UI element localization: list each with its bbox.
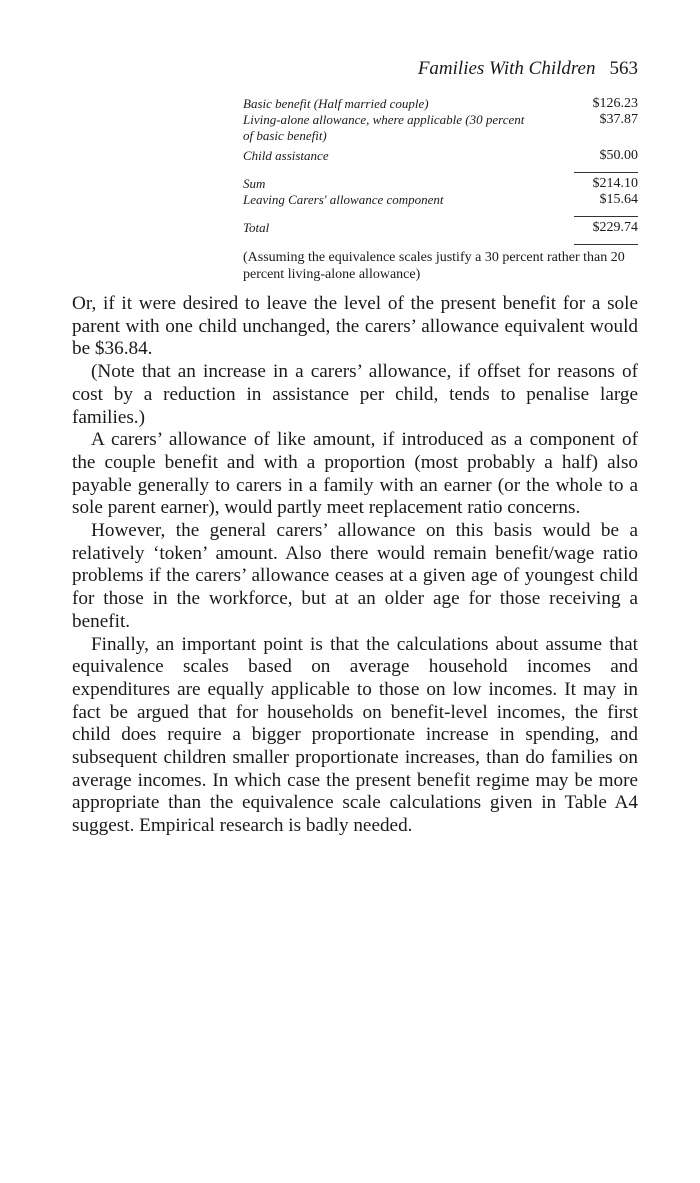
table-note: (Assuming the equivalence scales justify a 30 percent rather than 20 percent living-alone allowance) — [243, 250, 625, 282]
sum-rule — [243, 172, 638, 173]
benefit-table — [243, 96, 638, 283]
book-page — [72, 58, 638, 838]
body-text — [72, 293, 638, 838]
row-label: Total — [243, 220, 270, 235]
paragraph: Or, if it were desired to leave the level of the present benefit for a sole parent with one child unchanged, the carers’ allowance equivalent would be $36.84. — [72, 293, 638, 360]
paragraph: However, the general carers’ allowance on this basis would be a relatively ‘token’ amount. Also there would remain benefit/wage ratio problems if the carers’ allowance ceases at a given age of youngest child for those in the workforce, but at an older age for those receiving a benefit. — [72, 520, 638, 632]
paragraph: Finally, an important point is that the calculations about assume that equivalence scales based on average household incomes and expenditures are equally applicable to those on low incomes. It may in fact be argued that for households on benefit-level incomes, the first child does require a bigger proportionate increase in spending, and subsequent children smaller proportionate increases, than do families on average incomes. In which case the present benefit regime may be more appropriate than the equivalence scale calculations given in Table A4 suggest. Empirical research is badly needed. — [72, 633, 638, 837]
row-amount: $37.87 — [599, 112, 638, 127]
row-label: Basic benefit (Half married couple) — [243, 96, 429, 111]
table-row — [243, 112, 638, 144]
closing-rule — [243, 244, 638, 245]
row-amount: $50.00 — [599, 148, 638, 163]
row-label: Child assistance — [243, 148, 329, 163]
row-label: Leaving Carers' allowance component — [243, 192, 444, 207]
row-amount: $15.64 — [599, 192, 638, 207]
running-head-title: Families With Children — [417, 58, 596, 79]
table-row — [243, 192, 638, 208]
row-amount: $126.23 — [592, 96, 638, 111]
page-number: 563 — [609, 58, 638, 79]
table-row — [243, 96, 638, 112]
total-rule — [243, 216, 638, 217]
paragraph: A carers’ allowance of like amount, if introduced as a component of the couple benefit and with a proportion (most probably a half) also payable generally to carers in a family with an earner (or the whole to a sole parent earner), would partly meet replacement ratio concerns. — [72, 429, 638, 519]
table-row — [243, 148, 638, 164]
row-label: Sum — [243, 176, 266, 191]
row-amount: $214.10 — [592, 176, 638, 191]
table-row — [243, 176, 638, 192]
paragraph: (Note that an increase in a carers’ allowance, if offset for reasons of cost by a reduction in assistance per child, tends to penalise large families.) — [72, 361, 638, 428]
table-row — [243, 220, 638, 236]
running-head — [72, 58, 638, 88]
row-amount: $229.74 — [592, 220, 638, 235]
row-label: Living-alone allowance, where applicable (30 percent of basic benefit) — [243, 112, 525, 143]
